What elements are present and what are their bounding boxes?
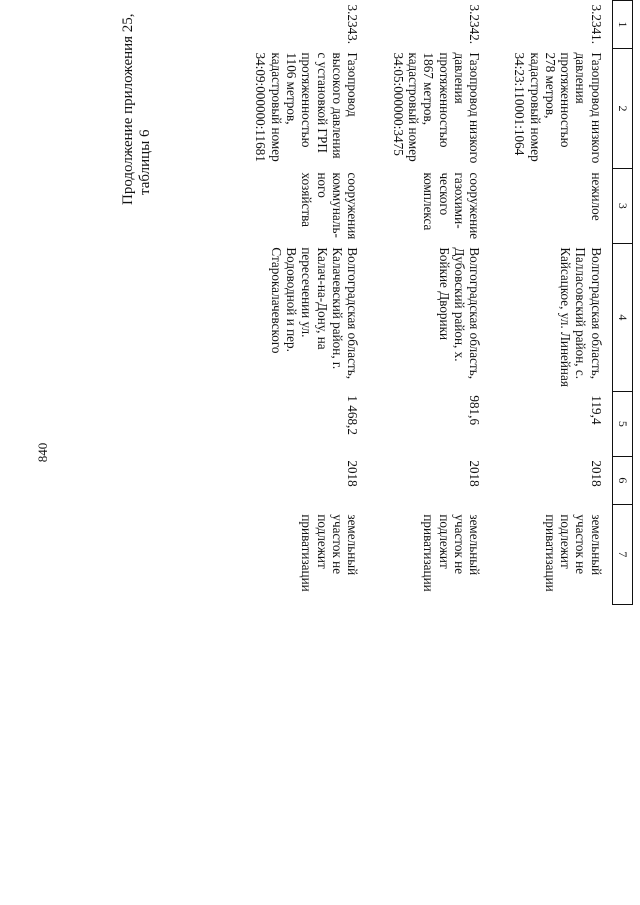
property-table — [247, 0, 633, 605]
object-name: Газопровод низкого давления протяженностью 1867 метров, кадастровый номер 34:05:000000:3475 — [390, 52, 483, 164]
row-number: 3.2342. — [467, 4, 483, 45]
column-header: 6 — [612, 456, 632, 504]
object-address: Волгоградская область, Палласовский район, с. Кайсацкое, ул. Линейная — [558, 247, 604, 387]
object-year: 2018 — [345, 460, 361, 487]
object-year: 2018 — [467, 460, 483, 487]
object-type: сооружение газохими- ческого комплекса — [421, 172, 483, 240]
object-area: 981,6 — [467, 395, 483, 426]
column-header: 5 — [612, 391, 632, 456]
table-row — [247, 1, 368, 605]
table-header-row — [612, 1, 632, 605]
object-area: 1 468,2 — [345, 395, 361, 435]
object-type: сооружения коммуналь- ного хозяйства — [299, 172, 361, 240]
row-number: 3.2341. — [588, 4, 604, 45]
row-number: 3.2343. — [345, 4, 361, 45]
object-note: земельный участок не подлежит приватизации — [421, 514, 483, 592]
table-row — [368, 1, 490, 605]
caption-line: таблицы 6 — [137, 129, 153, 195]
object-note: земельный участок не подлежит приватизации — [299, 514, 361, 592]
caption-line: Продолжение приложения 25, — [120, 13, 136, 205]
object-name: Газопровод высокого давления с установкой ГРП протяженностью 1106 метров, кадастровый номер 34:09:000000:11681 — [253, 52, 361, 162]
object-year: 2018 — [588, 460, 604, 487]
object-type: нежилое — [588, 172, 604, 221]
object-address: Волгоградская область, Дубовский район, х. Бойкие Дворики — [436, 247, 483, 380]
page-number-wrapper — [34, 0, 52, 905]
table-row — [490, 1, 612, 605]
column-header: 2 — [612, 49, 632, 169]
object-area: 119,4 — [588, 395, 604, 425]
rotated-content — [113, 0, 633, 847]
table-caption — [120, 0, 154, 905]
column-header: 1 — [612, 1, 632, 49]
object-address: Волгоградская область, Калачевский район, г. Калач-на-Дону, на пересечении ул. Водоводной и пер. Старокалачевского — [268, 247, 361, 380]
object-note: земельный участок не подлежит приватизации — [542, 514, 604, 592]
column-header: 4 — [612, 243, 632, 391]
column-header: 7 — [612, 504, 632, 604]
page-number: 840 — [35, 442, 50, 463]
object-name: Газопровод низкого давления протяженностью 278 метров, кадастровый номер 34:23:110001:1064 — [512, 52, 604, 164]
column-header: 3 — [612, 169, 632, 244]
